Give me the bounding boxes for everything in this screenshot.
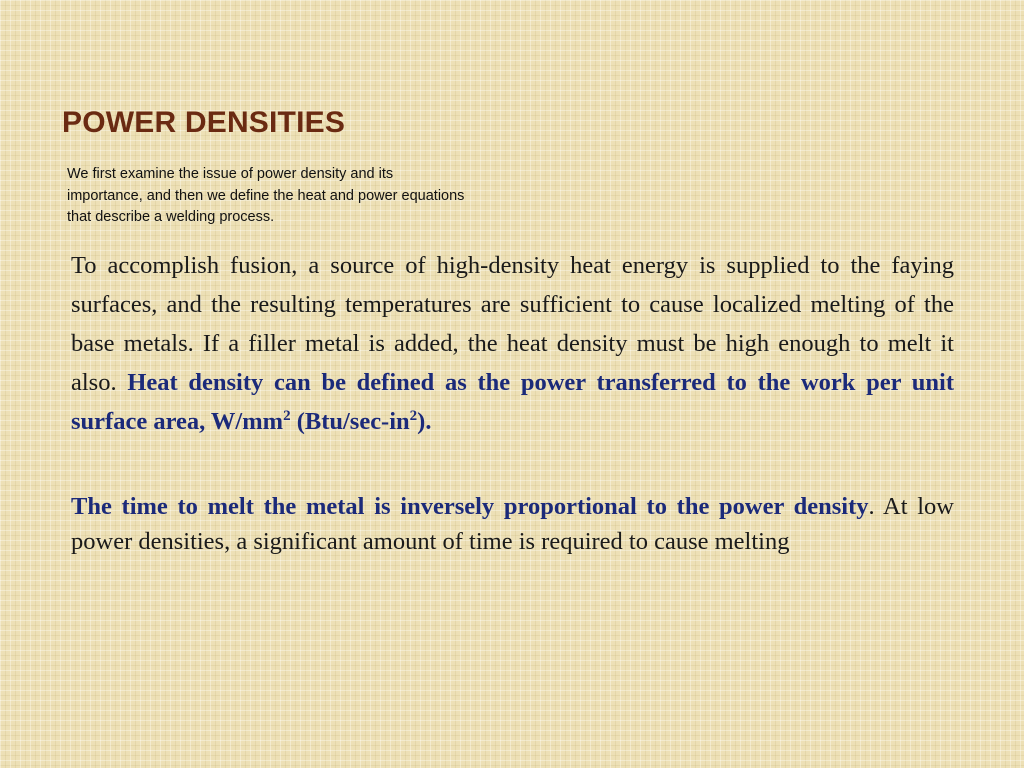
heat-density-definition	[71, 369, 954, 435]
heat-density-units-close: ).	[417, 408, 432, 435]
paragraph-fusion	[71, 246, 954, 441]
melt-time-statement: The time to melt the metal is inversely proportional to the power density	[71, 493, 869, 520]
intro-text: We first examine the issue of power density and its importance, and then we define the heat and power equations that describe a welding process.	[67, 166, 465, 225]
melt-time-period: .	[868, 493, 875, 520]
paragraph-melt-time	[71, 489, 954, 559]
paragraph-melt-time-text: At low power densities, a significant amount of time is required to cause melting	[71, 493, 954, 555]
superscript-in: 2	[409, 408, 418, 424]
paragraph-fusion-text: To accomplish fusion, a source of high-density heat energy is supplied to the faying surfaces, and the resulting temperatures are sufficient to cause localized melting of the base metals. If a filler metal is added, the heat density must be high enough to melt it also.	[71, 252, 954, 396]
slide-title: POWER DENSITIES	[62, 106, 346, 139]
heat-density-definition-text: Heat density can be defined as the power transferred to the work per unit surface area, W/mm	[71, 369, 955, 435]
heat-density-units-open: (Btu/sec-in	[296, 408, 410, 435]
superscript-mm: 2	[283, 408, 291, 424]
